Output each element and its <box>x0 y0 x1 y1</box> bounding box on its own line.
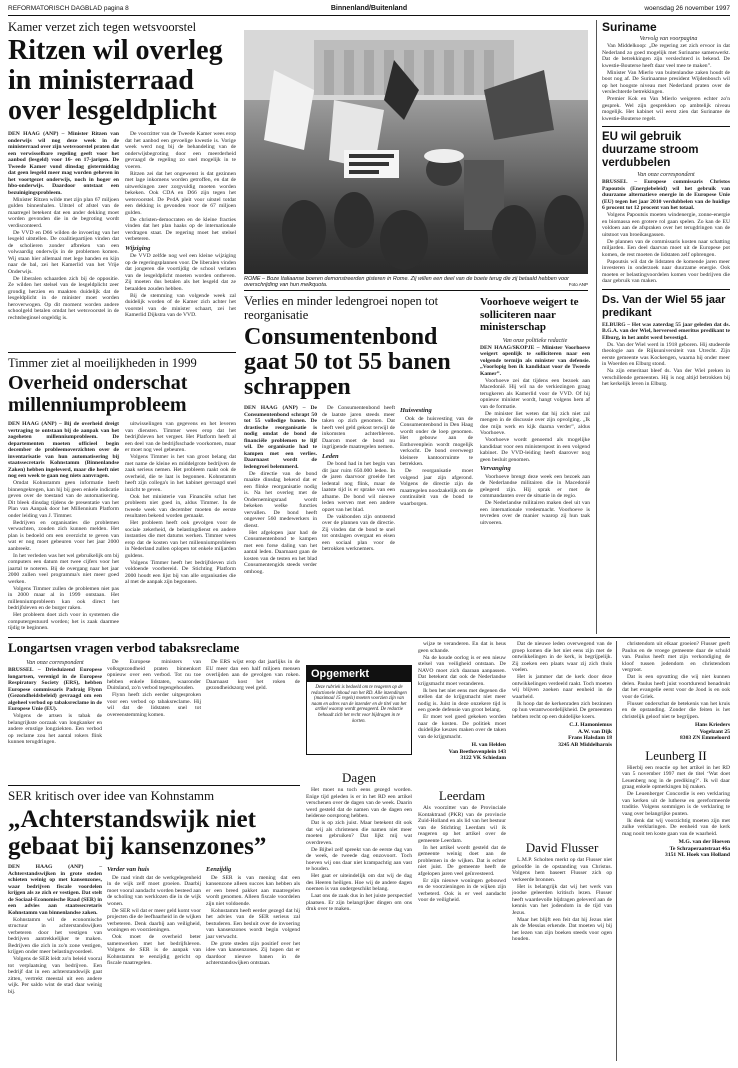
letter-body <box>418 641 506 740</box>
article-kansenzones <box>8 789 300 1061</box>
article-paragraph: De directie van de bond maakte dinsdag bekend dat er een flinke reorganisatie nodig is. Na het overleg met de Ondernemingsraad wordt bekeken welke functies vervallen. De bond heeft ongeveer 560 medewerkers in dienst. <box>244 470 317 529</box>
article-headline: Voorhoeve weigert te solliciteren naar ministerschap <box>480 296 579 333</box>
article-body <box>480 338 590 527</box>
sidebar-right <box>602 20 730 634</box>
column-paragraph: Dat is een opvatting die wij niet kunnen delen. Paulus heeft juist voortdurend benadrukt dat het evangelie eerst voor de Jood is en ook voor de Griek. <box>622 674 730 700</box>
publication-date: woensdag 26 november 1997 <box>644 5 730 12</box>
article-paragraph: Het afgelopen jaar had de Consumentenbond te kampen met een forse daling van het aantal leden. Daarnaast gaan de kosten van de testen en het blad Consumentengids steeds verder omhoog. <box>244 529 317 575</box>
sidebar-title-suriname: Suriname <box>602 20 657 34</box>
article-kicker: Timmer ziet al moeilijkheden in 1999 <box>8 356 197 370</box>
column-paragraph: Er zijn nieuwe woningen gebouwd en de voorzieningen in de wijken zijn verbeterd. Ook is er veel aandacht voor de veiligheid. <box>418 877 506 903</box>
letter-paragraph: Het is jammer dat de kerk door deze ontwikkelingen verdeeld raakt. Toch moeten wij blijven zoeken naar eenheid in de waarheid. <box>512 674 612 700</box>
sidebar-paragraph: Premier Kok en Van Mierlo weigeren echter zo'n gesprek. Wel zijn gesprekken op ambtelijk niveau mogelijk. Het kabinet wil eerst zien dat Suriname de kwestie-Bouterse regelt. <box>602 96 730 122</box>
article-consumentenbond <box>244 294 474 634</box>
article-paragraph: Kohnstamm wil de economische structuur in achterstandswijken verbeteren door het vestigen van bedrijven aantrekkelijker te maken. Bedrijven die zich in zo'n zone vestigen, krijgen onder meer belastingvoordeel. <box>8 916 102 955</box>
signature-address: Frans Halsdam 18 <box>568 735 612 741</box>
photo-illustration <box>244 30 588 274</box>
signature-address: Van Beethovenplein 143 <box>448 748 506 755</box>
article-paragraph: De liberalen schaarden zich bij de oppositie. Ze wilden het stelsel van de lesgeldplicht zeer grondig herzien en maakten duidelijk dat de lesgeldplicht in de minister moet worden heroverwogen. Op dit moment worden andere schoolgeld betalen omdat het wetsvoorstel in de rechtsbeginsel ongeldig is. <box>8 275 119 321</box>
column-body <box>418 805 506 904</box>
sidebar-lead: ELBURG – Het was zaterdag 55 jaar geleden dat ds. B.G.A. van der Wiel, herversed emeritus predikant te Elburg, in het ambt werd bevestigd. <box>602 321 730 341</box>
letter-signature <box>622 839 730 859</box>
article-column-1 <box>8 131 119 322</box>
article-byline: Van onze correspondent <box>26 660 84 666</box>
article-paragraph: Volgens de artsen is tabak de belangrijkste oorzaak van longkanker en andere ernstige longziekten. Een verbod op reclame zou het aantal rokers flink kunnen terugdringen. <box>8 713 102 745</box>
signature-city: 8303 ZN Emmeloord <box>679 735 730 741</box>
signature-city: 3122 VK Schiedam <box>460 755 506 761</box>
article-kicker: Longartsen vragen verbod tabaksreclame <box>8 641 240 655</box>
article-headline: „Achterstandswijk niet gebaat bij kansenzones” <box>8 806 267 860</box>
sidebar-lead: BRUSSEL – Europese commissaris Christos Papoutsis (Energiebeleid) wil het gebruik van duurzame alternatieve energie in de Europese Unie (EU) tegen het jaar 2010 verdubbelen van de huidige 6 procent tot 12 procent van het totaal. <box>602 179 730 211</box>
article-paragraph: Voorhoeve zei dat tijdens een bezoek aan Macedonië. Hij wil na de verkiezingen graag terugkeren als Kamerlid voor de VVD. Of hij opnieuw minister wordt, hangt volgens hem af van de formatie. <box>480 377 590 410</box>
article-lead: DEN HAAG (ANP) – Achterstandswijken in grote steden schieten weinig op met kansenzones, waar bedrijven fiscale voordelen krijgen als ze zich er vestigen. Dat stelt de Sociaal-Economische Raad (SER) in een advies aan staatssecretaris Kohnstamm van binnenlandse zaken. <box>8 864 102 916</box>
article-column-1 <box>8 864 102 996</box>
article-paragraph: Volgens de SER leidt zo'n beleid vooral tot verplaatsing van bedrijven. Een bedrijf dat in een achterstandswijk gaat zitten, vertrekt meestal uit een andere wijk. Per saldo wint de stad daar weinig bij. <box>8 956 102 995</box>
divider <box>8 785 300 786</box>
article-lead: DEN HAAG (ANP) – Bij de overheid dreigt vertraging te ontstaan bij de aanpak van het zogeheten millenniumprobleem. De departementen moeten officieel begin december de probleemoverzichten over de inventarisatie van hun automatisering bij staatssecretaris Kohnstamm (Binnenlandse Zaken) hebben ingeleverd, maar die heeft niet nog een week te gaan nog niets aanvragen. <box>8 421 119 479</box>
column-leerdam <box>418 788 506 1061</box>
article-paragraph: De VVD zelfde nog wel een kleine wijziging op de regeringsplannen voor. De liberalen vinden dat jongeren die voortijdig de school verlaten van de lesgeldplicht moeten worden ontheven. Zij moeten dus betalen als het lesgeld dat ze betaalden zouden hebben. <box>125 253 236 292</box>
article-column-3 <box>206 864 300 996</box>
article-paragraph: uitwisselingen van gegevens en het leveren van diensten. Timmer wees erop dat het bedrijfsleven het vergeet. Het Platform heeft al een deel van de bedrijfsschade voorkomen, maar er moet nog veel gebeuren. <box>125 421 236 453</box>
article-paragraph: Kohnstamm heeft eerder gezegd dat hij het advies van de SER serieus zal bestuderen. Een besluit over de invoering van kansenzones wordt begin volgend jaar verwacht. <box>206 907 300 940</box>
sidebar-paragraph: Minister Van Mierlo van buitenlandse zaken houdt de boot nog af. De Surinaamse president Wijdenbosch wil op het hoogste niveau met Nederland praten over de verslechterde betrekkingen. <box>602 69 730 95</box>
article-paragraph: Minister Ritzen wilde met zijn plan 67 miljoen gulden binnenhalen. Uitstel of afstel van de maatregel betekent dat een ander dekking moet worden gevonden die in de begroting wordt verdisconteerd. <box>8 196 119 229</box>
newspaper-name: REFORMATORISCH DAGBLAD pagina 8 <box>8 5 129 12</box>
article-lead: BRUSSEL – Drieduizend Europese longartsen, verenigd in de Europese Respiratory Society (ERS), hebben Europese commissaris Padraig Flynn (Gezondheidsbeleid) gevraagd om een algeheel verbod op tabaksreclame in de Europese Unie (EU). <box>8 667 102 712</box>
article-column-2 <box>322 405 395 576</box>
article-paragraph: Voorhoeve wordt genoemd als mogelijke kandidaat voor een ministerspost in een volgend kabinet. De VVD-leiding heeft daarover nog geen besluit genomen. <box>480 437 590 463</box>
article-paragraph: De christen-democraten en de kleine fracties vinden dat het plan haaks op de internationale verdragen staat. De regering moet het stelsel verbeteren. <box>125 216 236 242</box>
article-paragraph: De vakbonden zijn ontstemd over de plannen van de directie. Zij vinden dat de bond te snel tot ontslagen overgaat en eisen een sociaal plan voor de betrokken werknemers. <box>322 513 395 552</box>
article-headline: Ritzen wil overleg in ministerraad over lesgeldplicht <box>8 35 223 126</box>
letter-right <box>512 641 612 783</box>
article-kicker: Kamer verzet zich tegen wetsvoorstel <box>8 20 197 34</box>
signature-name: C.J. Hamoniemus <box>569 722 612 728</box>
article-tabak <box>8 641 300 783</box>
article-paragraph: De reorganisatie moet volgend jaar zijn afgerond. Volgens de directie zijn de maatregelen noodzakelijk om de continuïteit van de bond te waarborgen. <box>400 468 473 507</box>
letter-signature <box>418 742 506 762</box>
article-lead: DEN HAAG (ANP) – De Consumentenbond schrapt 50 tot 55 volledige banen. De drastische reorganisatie is nodig omdat de bond de financiële problemen te lijf wil. De organisatie had te kampen met een verlies. Daarnaast wordt de ledengroei belemmerd. <box>244 405 317 470</box>
article-subhead: Leden <box>322 452 339 460</box>
column-paragraph: In het artikel wordt gesteld dat de gemeente weinig doet aan de problemen in de wijken. Dat is echter niet juist. De gemeente heeft de afgelopen jaren veel geïnvesteerd. <box>418 844 506 877</box>
signature-name: H. van Helden <box>471 742 506 748</box>
column-body <box>306 787 412 913</box>
article-millennium <box>8 356 236 634</box>
column-paragraph: christendom uit elkaar groeien? Flusser geeft Paulus en de vroege gemeente daar de schuld van. Paulus heeft met zijn verkondiging de kloof tussen jodendom en christendom vergroot. <box>622 641 730 673</box>
article-paragraph: De minister liet weten dat hij zich niet zal mengen in de discussie over zijn opvolging. „Ik doe mijn werk en kijk daarna verder”, aldus Voorhoeve. <box>480 410 590 436</box>
article-paragraph: De SER wil dat er meer geld komt voor projecten die de leefbaarheid in de wijken verbeteren. Denk daarbij aan veiligheid, woningen en voorzieningen. <box>107 907 201 933</box>
column-title: David Flusser <box>525 840 599 855</box>
column-paragraph: Het gaat er uiteindelijk om dat wij de dag des Heeren heiligen. Hoe wij de andere dagen noemen is van ondergeschikt belang. <box>306 873 412 892</box>
article-column-3 <box>400 405 473 576</box>
column-title: Leerdam <box>438 788 486 803</box>
article-paragraph: Omdat Kohnstamm geen informatie heeft binnengekregen, kan hij bij geen enkele indicatie geven over de toestand van de automatisering. Dit bleek dinsdag tijdens de presentatie van het Plan van Aanpak door het Millennium Platform onder leiding van J. Timmer. <box>8 480 119 519</box>
sidebar-wiel-body <box>602 322 730 388</box>
article-paragraph: De raad vindt dat de werkgelegenheid in de wijk zelf moet groeien. Daarbij moet vooral aandacht worden besteed aan de scholing van werklozen die in de wijk wonen. <box>107 874 201 907</box>
divider <box>602 126 730 127</box>
article-paragraph: Ritzen zei dat het ongewenst is dat gezinnen met lage inkomens worden getroffen, en dat de uitwerkingen zeer zorgvuldig moeten worden bekeken. Ook CDA en D66 zijn tegen het wetsvoorstel. De PvdA pleit voor uitstel totdat een dekking is gevonden voor de 67 miljoen gulden. <box>125 170 236 216</box>
article-subhead: Eenzijdig <box>206 866 232 873</box>
letter-signature <box>512 722 612 748</box>
column-right-bottom <box>622 641 730 1061</box>
sidebar-paragraph: Volgens Papoutsis moeten windenergie, zonne-energie en biomassa een grotere rol gaan spelen. Zo kan de EU voldoen aan de afspraken over het terugdringen van de uitstoot van broeikasgassen. <box>602 212 730 238</box>
article-paragraph: Bedrijven en organisaties die problemen verwachten, zouden zich kunnen melden. Het plan is bedoeld om een overzicht te geven van wat er nog moet gebeuren voor het jaar 2000 aanbreekt. <box>8 519 119 552</box>
article-subhead: Huisvesting <box>400 407 432 414</box>
column-paragraph: Maar het blijft een feit dat hij Jezus niet als de Messias erkende. Dat moeten wij bij het lezen van zijn boeken steeds voor ogen houden. <box>512 916 612 942</box>
news-photo-rome-protest <box>244 30 588 274</box>
column-title: Leunberg II <box>645 747 707 763</box>
article-paragraph: Ook het ministerie van Financiën schat het probleem niet goed in, aldus Timmer. In de tweede week van december moeten de eerste resultaten bekend worden gemaakt. <box>125 493 236 519</box>
column-body <box>622 765 730 838</box>
article-paragraph: Het probleem doet zich voor in systemen die computergestuurd worden; het is zaak daarmee tijdig te beginnen. <box>8 612 119 631</box>
column-paragraph: Het moet nu toch eens gezegd worden. Enige tijd geleden is er in het RD een artikel verschenen over de dagen van de week. Daarin werd gesteld dat de namen van de dagen een heidense oorsprong hebben. <box>306 787 412 819</box>
article-paragraph: Het probleem heeft ook gevolgen voor de sociale zekerheid, de belastingdienst en andere instanties die met datums werken. Timmer wees erop dat de kosten van het millenniumprobleem in Nederland zullen oplopen tot enkele miljarden guldens. <box>125 520 236 559</box>
photo-credit: Foto ANP <box>568 282 588 287</box>
sidebar-paragraph: Na zijn emeritaat bleef ds. Van der Wiel preken in verschillende gemeenten. Hij is nog altijd betrokken bij het kerkelijk leven in Elburg. <box>602 368 730 387</box>
column-paragraph: L.M.P. Scholten merkt op dat Flusser niet geloofde in de opstanding van Christus. Volgens hem baseert Flusser zich op verkeerde bronnen. <box>512 857 612 883</box>
sidebar-title-wiel: Ds. Van der Wiel 55 jaar predikant <box>602 293 726 319</box>
article-paragraph: Ook de huisvesting van de Consumentenbond in Den Haag wordt onder de loep genomen. Het gebouw aan de Enthovenplein wordt mogelijk verkocht. De bond overweegt kleinere kantoorruimte te betrekken. <box>400 415 473 467</box>
article-paragraph: De bond had in het begin van dit jaar ruim 650.000 leden. In de jaren daarvoor groeide het ledental nog flink, maar de laatste tijd is er sprake van een afname. De bond wil nieuwe leden werven met een andere opzet van het blad. <box>322 461 395 513</box>
article-paragraph: Volgens Timmer zullen de problemen niet pas in 2000 maar al in 1999 ontstaan. Het millenniumprobleem kan ook direct het bedrijfsleven en de burger raken. <box>8 585 119 611</box>
sidebar-byline: Van onze correspondent <box>637 172 695 178</box>
column-paragraph: Als voorzitter van de Provinciale Kontaktraad (PKR) van de provincie Zuid-Holland en als lid van het bestuur van de Stichting Leerdam wil ik reageren op het artikel over de gemeente Leerdam. <box>418 805 506 844</box>
column-paragraph: Dat is op zich juist. Maar betekent dit ook dat wij als christenen die namen niet meer moeten gebruiken? Dat lijkt mij wat overdreven. <box>306 820 412 846</box>
column-paragraph: Ik denk dat wij voorzichtig moeten zijn met zulke verklaringen. De eenheid van de kerk mag nooit ten koste gaan van de waarheid. <box>622 817 730 837</box>
letter-left <box>418 641 506 783</box>
article-column-1 <box>8 421 119 632</box>
column-dagen <box>306 770 412 1061</box>
column-paragraph: De Leuenberger Concordie is een verklaring van kerken uit de lutherse en gereformeerde traditie. Volgens sommigen is de verklaring te vaag over belangrijke punten. <box>622 791 730 817</box>
article-paragraph: De SER is van mening dat een kansenzone alleen succes kan hebben als er een breed pakket aan maatregelen wordt genomen. Alleen fiscale voordelen zijn niet voldoende. <box>206 874 300 907</box>
column-body <box>622 641 730 720</box>
column-paragraph: Laat ons de zaak dus in het juiste perspectief plaatsen. Er zijn belangrijker dingen om ons druk over te maken. <box>306 893 412 912</box>
article-subhead: Verder van huis <box>107 866 150 873</box>
letter-paragraph: Ik ben het niet eens met degenen die stellen dat de krijgsmacht niet meer nodig is. Juist in deze onzekere tijd is een goede defensie van groot belang. <box>418 687 506 713</box>
signature-address: Vogelzant 25 <box>699 728 730 735</box>
letter-paragraph: Na de koude oorlog is er een nieuw stelsel van veiligheid ontstaan. De NAVO moet zich daaraan aanpassen. Dat betekent dat ook de Nederlandse krijgsmacht moet veranderen. <box>418 654 506 687</box>
article-paragraph: In het verleden was het wel gebruikelijk om bij computers een datum met twee cijfers voor het jaartal te noteren. Bij de overgang naar het jaar 2000 zullen veel programma's niet meer goed werken. <box>8 552 119 585</box>
signature-name: A.W. van Dijk <box>578 728 612 735</box>
article-paragraph: Volgens Timmer is het van groot belang dat met name de kleine en middelgrote bedrijven de zaak serieus nemen. Het probleem raakt ook de overheid, die te laat is begonnen. Kohnstamm heeft zijn collega's in het kabinet gevraagd snel inzicht te geven. <box>125 454 236 493</box>
article-subhead: Wijziging <box>125 244 151 252</box>
signature-city: 3245 AB Middelharnis <box>558 741 612 748</box>
article-column-3 <box>206 659 300 746</box>
article-lead: DEN HAAG (ANP) – Minister Ritzen van onderwijs wil nog deze week in de ministerraad over zijn wetsvoorstel praten dat een verwisselbare regeling geeft voor het aanbod (lesgeld) voor 16- en 17-jarigen. De Tweede Kamer vond dinsdag gistermiddag dat geen lesgeld meer mag worden geheven in het voortgezet onderwijs, noch in hoger en hbo-onderwijs. Daardoor ontstaat een bezuinigingsprobleem. <box>8 131 119 196</box>
signature-name: M.G. van der Hoeven <box>678 839 730 845</box>
article-paragraph: De grote steden zijn positief over het idee van kansenzones. Zij hopen dat er daardoor nieuwe banen in de achterstandswijken ontstaan. <box>206 940 300 966</box>
column-body <box>512 857 612 943</box>
article-column-1 <box>8 659 102 746</box>
signature-name: Hans Krieders <box>695 722 730 728</box>
divider <box>602 289 730 290</box>
article-paragraph: Bij de stemming van volgende week zal duidelijk worden of de Kamer zich achter het voorstel van de minister schaart, zei het Kamerlid Dijkstra van de VVD. <box>125 292 236 318</box>
article-headline: Consumentenbond gaat 50 tot 55 banen schrappen <box>244 324 451 400</box>
article-voorhoeve <box>480 296 590 634</box>
column-paragraph: De Bijbel zelf spreekt van de eerste dag van de week, de tweede dag enzovoort. Toch hoeven wij ons daar niet krampachtig aan vast te houden. <box>306 846 412 872</box>
running-head <box>8 4 730 16</box>
divider <box>8 637 730 638</box>
sidebar-paragraph: Van Middelkoop: „De regering zet zich ervoor in dat Nederland zo goed mogelijk met Suriname samenwerkt. Dat de betrekkingen zijn verslechterd is bekend. De kwestie-Bouterse heeft daar veel mee te maken”. <box>602 43 730 69</box>
letter-paragraph: wijze te veranderen. En dat is heus geen schande. <box>418 641 506 654</box>
column-paragraph: Flusser onderschat de betekenis van het kruis en de opstanding. Zonder die feiten is het christelijk geloof niet te begrijpen. <box>622 700 730 720</box>
article-column-2 <box>107 659 201 746</box>
sidebar-suriname-body <box>602 36 730 122</box>
divider <box>244 290 588 291</box>
article-paragraph: De Europese ministers van volksgezondheid praten binnenkort opnieuw over een verbod. Tot nu toe hebben enkele lidstaten, waaronder Duitsland, zo'n verbod tegengehouden. <box>107 659 201 691</box>
article-byline: Van onze politieke redactie <box>502 337 568 344</box>
section-title: Binnenland/Buitenland <box>330 5 408 12</box>
letter-signature <box>622 722 730 742</box>
sidebar-paragraph: De plannen van de commissaris kosten naar schatting miljarden. Een deel daarvan moet uit de Europese pot komen, de rest moeten de lidstaten zelf opbrengen. <box>602 238 730 258</box>
article-lead: DEN HAAG/SKOPJE – Minister Voorhoeve weigert openlijk te solliciteren naar een volgende termijn als minister van defensie. „Voorlopig ben ik kandidaat voor de Tweede Kamer”. <box>480 344 590 377</box>
sidebar-paragraph: Papoutsis wil dat de lidstaten de komende jaren meer investeren in onderzoek naar duurzame energie. Ook moeten er belastingvoordelen komen voor bedrijven die daar gebruik van maken. <box>602 258 730 284</box>
column-flusser <box>512 840 612 1061</box>
sidebar-title-eu: EU wil gebruik duurzame stroom verdubbelen <box>602 131 699 169</box>
column-paragraph: Hierbij een reactie op het artikel in het RD van 5 november 1997 met de titel ‘Wat doet Leuenberg nog in de prediking?’. Ik wil daar graag enkele opmerkingen bij maken. <box>622 764 730 790</box>
photo-caption <box>244 276 588 288</box>
article-subhead: Vervanging <box>480 465 511 472</box>
article-paragraph: Flynn heeft zich eerder uitgesproken voor een verbod op tabaksreclame. Hij wil dat de lidstaten snel tot overeenstemming komen. <box>107 692 201 718</box>
article-kicker: Verlies en minder ledengroei nopen tot reorganisatie <box>244 294 439 322</box>
letter-paragraph: Dat de nieuwe leden overwegend van de groep komen die het niet eens zijn met de ontwikkelingen in de kerk, is begrijpelijk. Zij zoeken een plaats waar zij zich thuis voelen. <box>512 641 612 673</box>
sidebar-eu-body <box>602 172 730 285</box>
column-paragraph: Het is belangrijk dat wij het werk van joodse geleerden kritisch lezen. Flusser heeft waardevolle bijdragen geleverd aan de kennis van het jodendom in de tijd van Jezus. <box>512 883 612 916</box>
article-paragraph: De Nederlandse militairen maken deel uit van een internationale vredesmacht. Voorhoeve is tevreden over de manier waarop zij hun taak uitvoeren. <box>480 500 590 526</box>
opgemerkt-text: Deze rubriek is bedoeld om te reageren op de redactionele inhoud van het RD. Alle inzendingen (maximaal 15 regels) moeten voorzien zijn van naam en adres van de inzender en de titel van het artikel waarop wordt gereageerd. De redactie behoudt zich het recht voor bijdragen in te korten. <box>311 685 407 724</box>
article-column-1 <box>244 405 317 576</box>
signature-city: 3151 NL Hoek van Holland <box>665 852 730 858</box>
article-headline: Overheid onderschat millenniumprobleem <box>8 372 188 416</box>
opgemerkt-title: Opgemerkt <box>307 666 411 682</box>
column-divider <box>596 20 597 634</box>
article-paragraph: Voorhoeve brengt deze week een bezoek aan de Nederlandse militairen die in Macedonië gelegerd zijn. Hij sprak er met de commandanten over de situatie in de regio. <box>480 473 590 499</box>
article-column-2 <box>125 131 236 322</box>
sidebar-paragraph: Ds. Van der Wiel werd in 1918 geboren. Hij studeerde theologie aan de Rijksuniversiteit van Utrecht. Zijn eerste gemeente was Kockengen, waarna hij onder meer in Woerden en Elburg stond. <box>602 341 730 367</box>
article-paragraph: De ERS wijst erop dat jaarlijks in de EU meer dan een half miljoen mensen overlijden aan de gevolgen van roken. Daarnaast kost het roken de gezondheidszorg veel geld. <box>206 659 300 691</box>
sidebar-subtitle: Vervolg van voorpagina <box>639 36 698 42</box>
article-paragraph: De Consumentenbond heeft de laatste jaren steeds meer taken op zich genomen. Dat heeft veel geld gekost terwijl de inkomsten achterbleven. Daarom moet de bond nu ingrijpende maatregelen nemen. <box>322 405 395 450</box>
article-column-2 <box>125 421 236 632</box>
article-paragraph: De VVD en D66 wilden de invoering van het lesgeld uitstellen. De coalitiepartijen vinden dat de scholieren zonder afbreken van een volwaardig onderwijs in de problemen komen. Wij staan hier allemaal met lege handen en kijn naar de bal, zei het Kamerlid van het Vrije Onderwijs. <box>8 229 119 275</box>
opgemerkt-box <box>306 665 412 755</box>
divider <box>8 352 236 353</box>
article-kicker: SER kritisch over idee van Kohnstamm <box>8 789 215 803</box>
caption-text: ROME – Boze Italiaanse boeren demonstreerden gisteren in Rome. Zij willen een deel van de boete terug die zij betaald hebben voor overschrijding van hun melkquota. <box>244 276 570 288</box>
article-paragraph: Volgens Timmer heeft het bedrijfsleven zich voldoende voorbereid. De Stichting Platform 2000 houdt een lijst bij van alle organisaties die al met de aanpak zijn begonnen. <box>125 559 236 585</box>
article-paragraph: De voorzitter van de Tweede Kamer wees erop dat het aanbod een gevoelige kwestie is. Vorige week werd nog bij de behandeling van de onderwijsbegroting door een meerderheid gevraagd de regeling zo snel mogelijk in te voeren. <box>125 131 236 170</box>
letter-paragraph: Ik hoop dat de kerkenraden zich bezinnen op hun verantwoordelijkheid. De gemeenten hebben recht op een duidelijke koers. <box>512 700 612 720</box>
article-ritzen <box>8 20 236 350</box>
article-paragraph: Ook moet de overheid beter samenwerken met het bedrijfsleven. Volgens de SER is de aanpak van Kohnstamm te eenzijdig gericht op fiscale maatregelen. <box>107 934 201 966</box>
column-title: Dagen <box>342 770 376 785</box>
letter-body <box>512 641 612 720</box>
article-column-2 <box>107 864 201 996</box>
signature-address: Te Schraperaatstraat 46a <box>669 845 730 852</box>
column-divider <box>616 641 617 1061</box>
letter-paragraph: Er moet wel goed gekeken worden naar de kosten. De politiek moet duidelijke keuzes maken over de taken van de krijgsmacht. <box>418 714 506 740</box>
